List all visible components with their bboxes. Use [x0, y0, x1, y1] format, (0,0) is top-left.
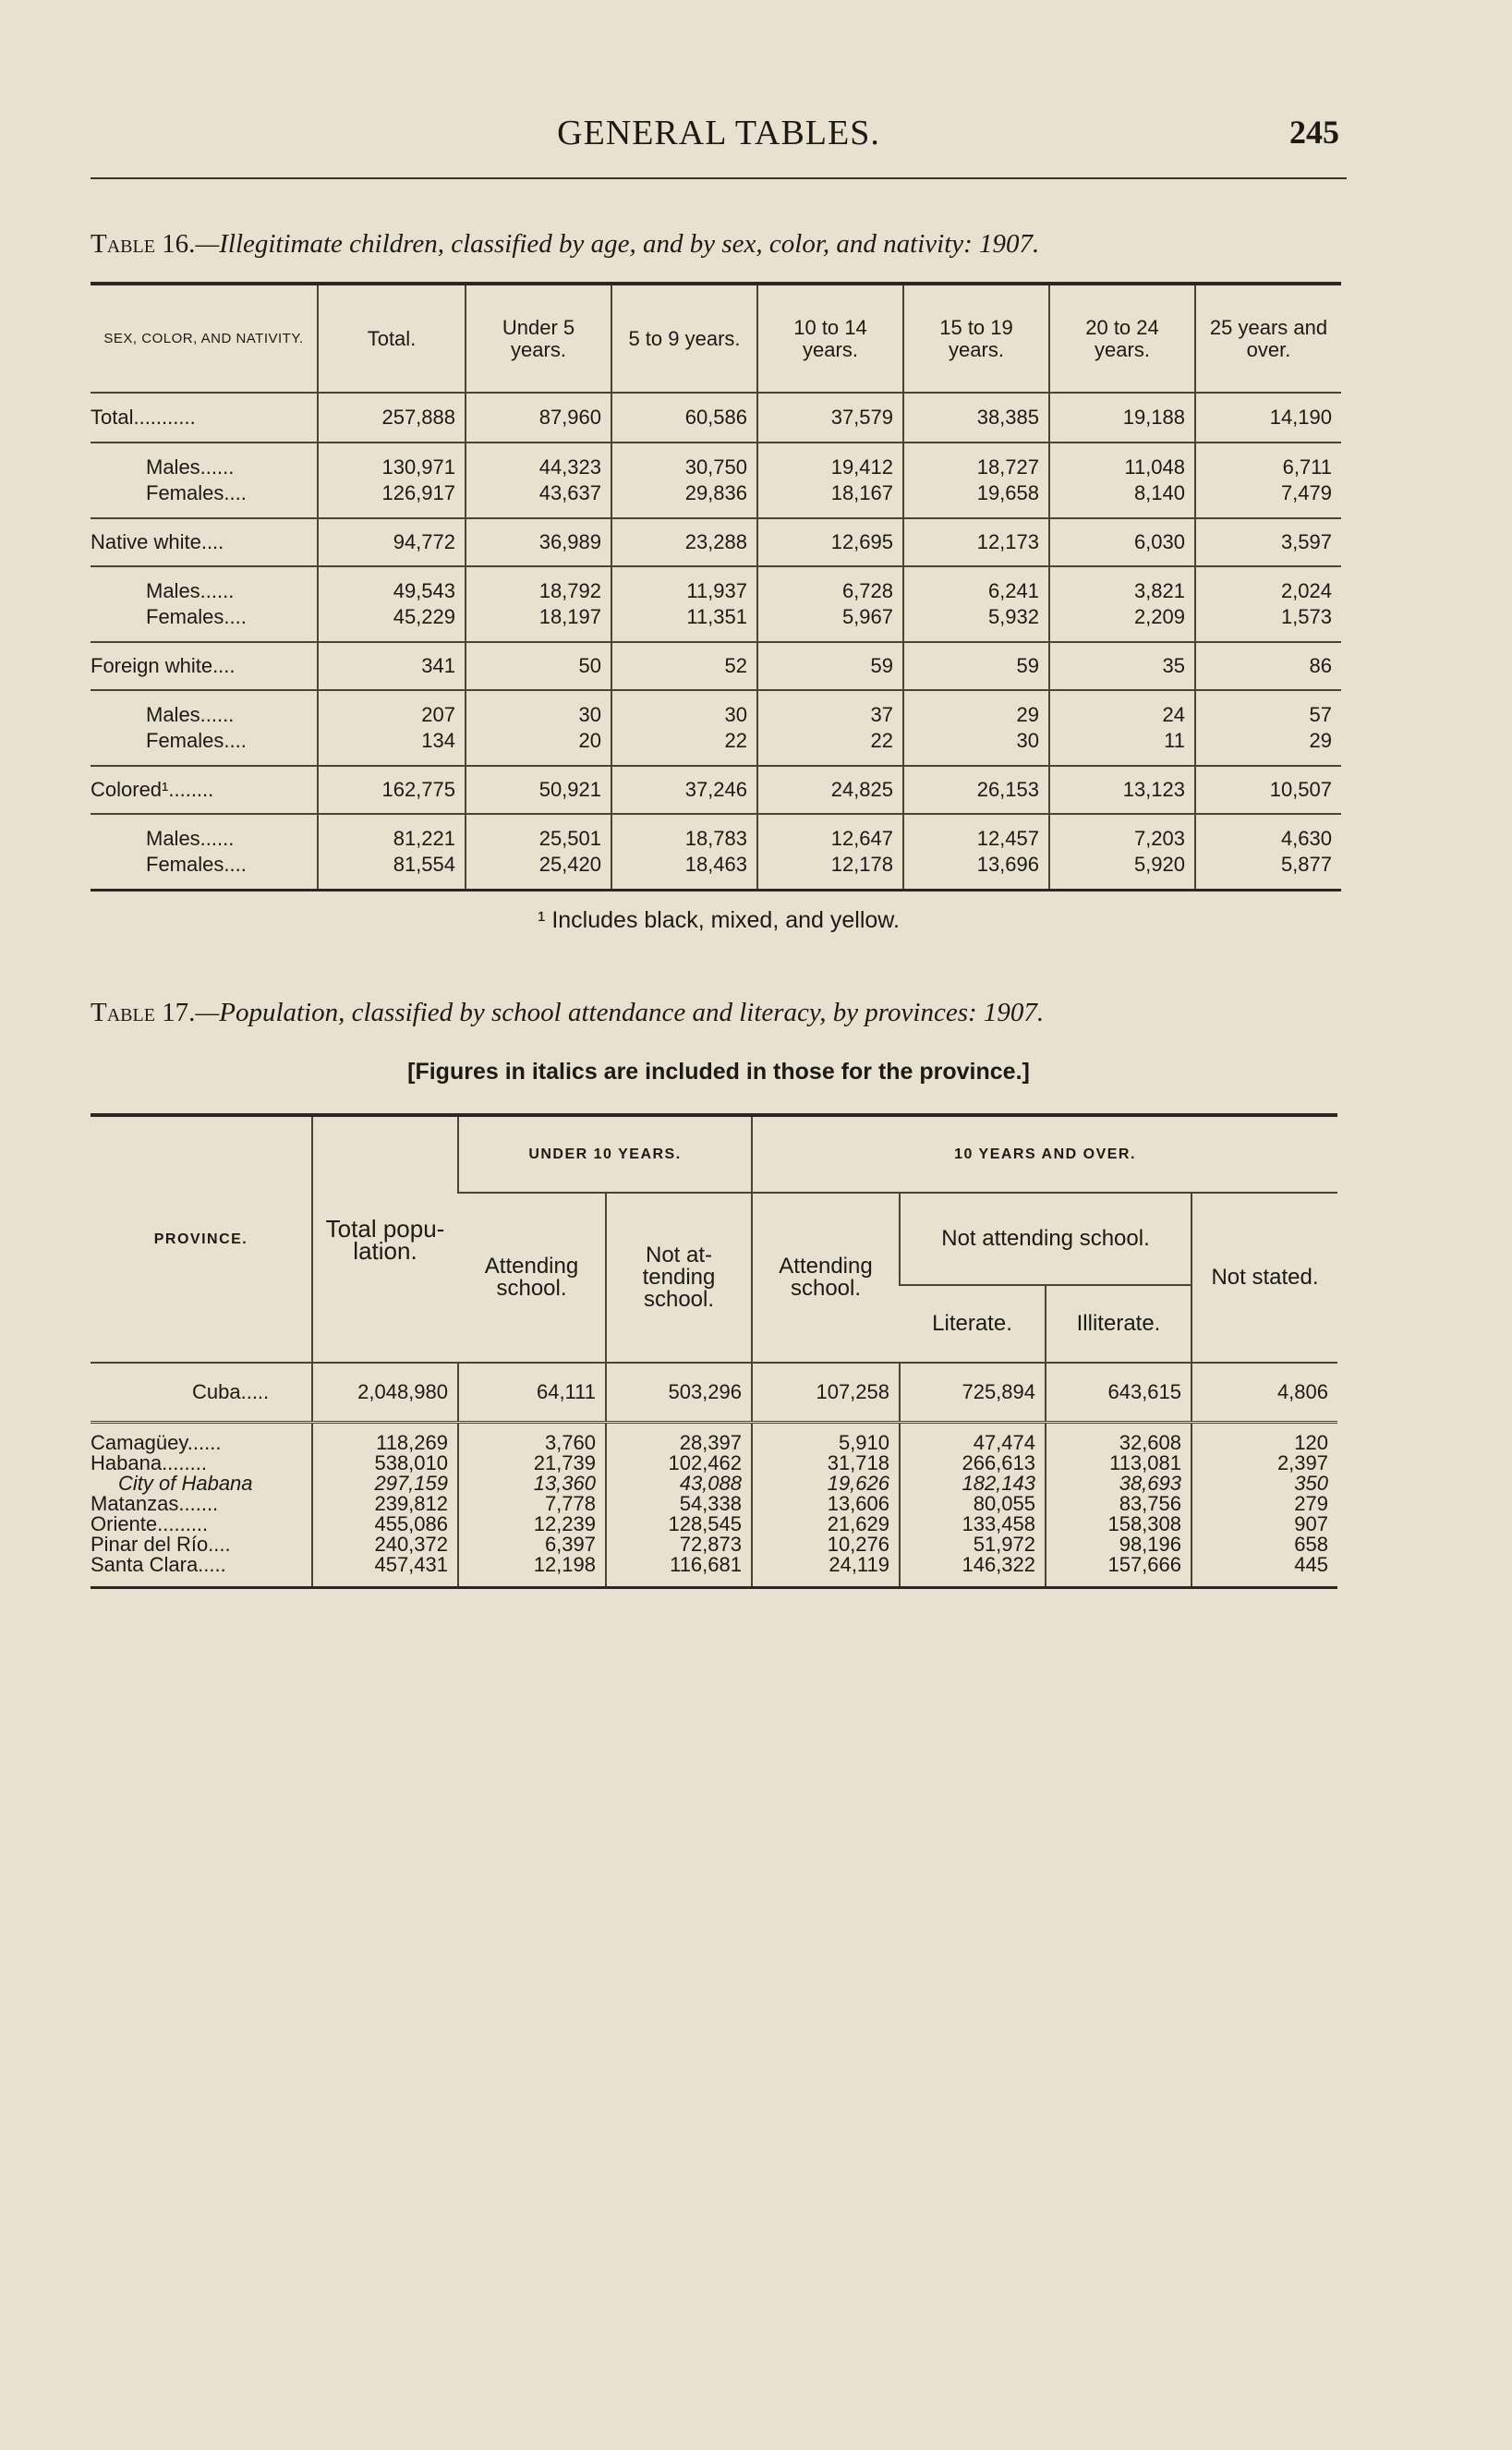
t16-cell: 29	[903, 690, 1049, 728]
table17-caption	[91, 998, 1347, 1028]
t16-cell: 5,920	[1049, 852, 1195, 891]
t17-cell: 239,812	[312, 1494, 458, 1514]
t17-cell: 266,613	[900, 1453, 1046, 1474]
t16-cell: 29	[1195, 728, 1341, 766]
t17-total-cell: 503,296	[606, 1363, 752, 1422]
t16-cell: 11,048	[1049, 443, 1195, 480]
t16-group-total-cell: 13,123	[1049, 766, 1195, 814]
t17-cell: 158,308	[1046, 1514, 1191, 1534]
t16-cell: 22	[611, 728, 757, 766]
t16-cell: 19,658	[903, 480, 1049, 518]
t16-col-under5: Under 5 years.	[466, 284, 611, 393]
t16-cell: 13,696	[903, 852, 1049, 891]
t16-cell: 18,727	[903, 443, 1049, 480]
t17-cell: 12,198	[458, 1555, 606, 1588]
t17-province-label: Oriente.........	[91, 1511, 209, 1535]
t16-group-total-cell: 59	[903, 642, 1049, 690]
t17-cell: 157,666	[1046, 1555, 1191, 1588]
t17-cell: 13,360	[458, 1474, 606, 1494]
t16-cell: 43,637	[466, 480, 611, 518]
t17-province-label: Habana........	[91, 1450, 207, 1474]
t17-cell: 32,608	[1046, 1422, 1191, 1453]
t16-cell: 5,877	[1195, 852, 1341, 891]
t16-group-total-cell: 60,586	[611, 393, 757, 443]
t16-group-label: Colored¹........	[91, 766, 318, 814]
t16-sub-label: Males......	[146, 455, 235, 479]
t16-group-row	[91, 642, 1341, 690]
t16-cell: 2,024	[1195, 566, 1341, 604]
t16-group-total-cell: 26,153	[903, 766, 1049, 814]
t16-group-total-cell: 35	[1049, 642, 1195, 690]
t16-col-5to9: 5 to 9 years.	[611, 284, 757, 393]
t17-group-over10: 10 YEARS AND OVER.	[752, 1115, 1337, 1193]
t17-province-row	[91, 1453, 1337, 1474]
t16-cell: 130,971	[318, 443, 466, 480]
t17-cell: 47,474	[900, 1422, 1046, 1453]
t16-group-total-cell: 36,989	[466, 518, 611, 566]
t16-cell: 8,140	[1049, 480, 1195, 518]
t17-col-attending-u10: Attending school.	[458, 1193, 606, 1363]
t16-group-total-cell: 3,597	[1195, 518, 1341, 566]
t16-cell: 20	[466, 728, 611, 766]
t16-sub-row	[91, 604, 1341, 642]
table16	[91, 282, 1341, 891]
t16-cell: 44,323	[466, 443, 611, 480]
t16-cell: 11,351	[611, 604, 757, 642]
t16-cell: 126,917	[318, 480, 466, 518]
t16-cell: 5,932	[903, 604, 1049, 642]
t16-col-20to24: 20 to 24 years.	[1049, 284, 1195, 393]
t16-col-10to14: 10 to 14 years.	[757, 284, 903, 393]
t16-sub-label: Females....	[146, 481, 247, 504]
t16-group-label: Native white....	[91, 518, 318, 566]
table16-caption	[91, 229, 1347, 260]
t16-sub-label: Females....	[146, 729, 247, 752]
t16-cell: 30,750	[611, 443, 757, 480]
table17-label: Table 17.	[91, 998, 196, 1027]
t17-cell: 116,681	[606, 1555, 752, 1588]
t17-cell: 240,372	[312, 1534, 458, 1555]
t16-sub-label: Males......	[146, 827, 235, 850]
t16-cell: 6,711	[1195, 443, 1341, 480]
t17-col-not-stated: Not stated.	[1191, 1193, 1337, 1363]
table16-body	[91, 393, 1341, 891]
t16-cell: 11	[1049, 728, 1195, 766]
t17-cell: 31,718	[752, 1453, 900, 1474]
t17-col-illiterate: Illiterate.	[1046, 1285, 1191, 1363]
t17-col-literate: Literate.	[900, 1285, 1046, 1363]
t16-group-label: Total...........	[91, 393, 318, 443]
t17-cell: 5,910	[752, 1422, 900, 1453]
t16-sub-row	[91, 814, 1341, 852]
t16-cell: 19,412	[757, 443, 903, 480]
t16-group-total-cell: 37,579	[757, 393, 903, 443]
t17-total-cell: 725,894	[900, 1363, 1046, 1422]
t17-cell: 2,397	[1191, 1453, 1337, 1474]
t16-group-total-cell: 10,507	[1195, 766, 1341, 814]
t17-cell: 538,010	[312, 1453, 458, 1474]
t16-cell: 12,178	[757, 852, 903, 891]
t16-cell: 12,457	[903, 814, 1049, 852]
t16-group-row	[91, 393, 1341, 443]
t17-cell: 21,629	[752, 1514, 900, 1534]
t16-group-total-cell: 38,385	[903, 393, 1049, 443]
t17-cell: 54,338	[606, 1494, 752, 1514]
t17-province-label: Santa Clara.....	[91, 1555, 312, 1588]
t17-col-province: PROVINCE.	[91, 1115, 312, 1363]
t16-group-total-cell: 50,921	[466, 766, 611, 814]
t16-group-total-cell: 37,246	[611, 766, 757, 814]
table16-footnote: ¹ Includes black, mixed, and yellow.	[538, 907, 900, 933]
t17-cell: 98,196	[1046, 1534, 1191, 1555]
t17-cell: 118,269	[312, 1422, 458, 1453]
t16-group-total-cell: 24,825	[757, 766, 903, 814]
t16-cell: 30	[903, 728, 1049, 766]
t16-sub-row	[91, 690, 1341, 728]
t17-cell: 51,972	[900, 1534, 1046, 1555]
t17-cell: 102,462	[606, 1453, 752, 1474]
t17-cell: 72,873	[606, 1534, 752, 1555]
table16-header-row	[91, 284, 1341, 393]
t16-cell: 49,543	[318, 566, 466, 604]
t17-total-cell: 2,048,980	[312, 1363, 458, 1422]
t17-cell: 13,606	[752, 1494, 900, 1514]
t16-group-total-cell: 50	[466, 642, 611, 690]
running-title: GENERAL TABLES.	[557, 114, 880, 152]
t16-group-total-cell: 341	[318, 642, 466, 690]
t16-cell: 22	[757, 728, 903, 766]
t16-cell: 18,167	[757, 480, 903, 518]
t16-sub-label: Males......	[146, 579, 235, 602]
t16-group-total-cell: 6,030	[1049, 518, 1195, 566]
t16-cell: 5,967	[757, 604, 903, 642]
t16-group-total-cell: 52	[611, 642, 757, 690]
t16-cell: 2,209	[1049, 604, 1195, 642]
t16-cell: 81,554	[318, 852, 466, 891]
t17-province-label: Matanzas.......	[91, 1491, 219, 1515]
header-rule	[91, 177, 1347, 179]
t16-sub-row	[91, 566, 1341, 604]
t16-cell: 207	[318, 690, 466, 728]
t17-cell: 3,760	[458, 1422, 606, 1453]
t16-group-row	[91, 518, 1341, 566]
t16-sub-row	[91, 480, 1341, 518]
t17-province-row	[91, 1514, 1337, 1534]
t16-sub-row	[91, 728, 1341, 766]
t16-cell: 45,229	[318, 604, 466, 642]
table16-label: Table 16.	[91, 229, 196, 259]
t16-group-row	[91, 766, 1341, 814]
t17-total-cell: 643,615	[1046, 1363, 1191, 1422]
t17-cell: 80,055	[900, 1494, 1046, 1514]
t16-col-stub: SEX, COLOR, AND NATIVITY.	[91, 284, 318, 393]
t16-sub-label: Females....	[91, 852, 318, 891]
t16-cell: 6,241	[903, 566, 1049, 604]
t17-cell: 297,159	[312, 1474, 458, 1494]
t16-sub-row	[91, 852, 1341, 891]
t17-cell: 455,086	[312, 1514, 458, 1534]
t16-group-total-cell: 14,190	[1195, 393, 1341, 443]
t17-cell: 279	[1191, 1494, 1337, 1514]
running-head	[91, 113, 1347, 157]
t17-cell: 113,081	[1046, 1453, 1191, 1474]
t16-cell: 6,728	[757, 566, 903, 604]
t16-cell: 29,836	[611, 480, 757, 518]
t16-sub-label: Males......	[146, 703, 235, 726]
t17-total-cell: 4,806	[1191, 1363, 1337, 1422]
t16-group-total-cell: 87,960	[466, 393, 611, 443]
t16-group-total-cell: 257,888	[318, 393, 466, 443]
t17-province-row	[91, 1555, 1337, 1588]
t16-cell: 25,420	[466, 852, 611, 891]
t17-cell: 350	[1191, 1474, 1337, 1494]
t17-col-attending-o10: Attending school.	[752, 1193, 900, 1363]
t16-group-total-cell: 86	[1195, 642, 1341, 690]
page-number: 245	[1289, 114, 1339, 151]
t17-total-cell: 64,111	[458, 1363, 606, 1422]
t16-cell: 81,221	[318, 814, 466, 852]
t17-cell: 24,119	[752, 1555, 900, 1588]
t16-sub-label: Females....	[146, 605, 247, 628]
t16-cell: 30	[466, 690, 611, 728]
t16-cell: 18,783	[611, 814, 757, 852]
t17-cell: 10,276	[752, 1534, 900, 1555]
t17-cell: 907	[1191, 1514, 1337, 1534]
t16-group-total-cell: 12,173	[903, 518, 1049, 566]
table17-body	[91, 1422, 1337, 1587]
t16-cell: 7,479	[1195, 480, 1341, 518]
t17-cell: 19,626	[752, 1474, 900, 1494]
t16-cell: 18,792	[466, 566, 611, 604]
t17-total-label: Cuba.....	[91, 1363, 312, 1422]
t16-col-15to19: 15 to 19 years.	[903, 284, 1049, 393]
t17-col-notattending-u10: Not at- tending school.	[606, 1193, 752, 1363]
t16-cell: 7,203	[1049, 814, 1195, 852]
t17-header-row-1	[91, 1115, 1337, 1193]
t17-province-label: Camagüey......	[91, 1430, 222, 1454]
t17-cell: 658	[1191, 1534, 1337, 1555]
t16-cell: 4,630	[1195, 814, 1341, 852]
t17-cell: 38,693	[1046, 1474, 1191, 1494]
t17-province-row	[91, 1534, 1337, 1555]
t16-cell: 12,647	[757, 814, 903, 852]
t17-cell: 7,778	[458, 1494, 606, 1514]
t17-total-row	[91, 1363, 1337, 1422]
t16-sub-row	[91, 443, 1341, 480]
t17-cell: 28,397	[606, 1422, 752, 1453]
table16-title: —Illegitimate children, classified by age, and by sex, color, and nativity: 1907.	[195, 229, 1040, 259]
t16-cell: 1,573	[1195, 604, 1341, 642]
t17-province-label: Pinar del Río....	[91, 1532, 231, 1556]
t17-cell: 43,088	[606, 1474, 752, 1494]
table17-title: —Population, classified by school attendance and literacy, by provinces: 1907.	[195, 998, 1045, 1027]
t17-cell: 457,431	[312, 1555, 458, 1588]
t16-cell: 37	[757, 690, 903, 728]
t16-cell: 11,937	[611, 566, 757, 604]
t17-cell: 182,143	[900, 1474, 1046, 1494]
t17-cell: 128,545	[606, 1514, 752, 1534]
t16-cell: 3,821	[1049, 566, 1195, 604]
t16-group-total-cell: 94,772	[318, 518, 466, 566]
table17-note: [Figures in italics are included in those for the province.]	[407, 1059, 1030, 1085]
t16-cell: 25,501	[466, 814, 611, 852]
t16-group-total-cell: 23,288	[611, 518, 757, 566]
t16-cell: 57	[1195, 690, 1341, 728]
t16-group-total-cell: 19,188	[1049, 393, 1195, 443]
t17-province-row	[91, 1422, 1337, 1453]
t16-group-total-cell: 59	[757, 642, 903, 690]
t17-cell: 6,397	[458, 1534, 606, 1555]
t17-cell: 12,239	[458, 1514, 606, 1534]
t17-cell: 120	[1191, 1422, 1337, 1453]
t17-col-total: Total popu- lation.	[312, 1115, 458, 1363]
t16-group-total-cell: 12,695	[757, 518, 903, 566]
table17	[91, 1113, 1337, 1589]
t17-province-row	[91, 1474, 1337, 1494]
t16-group-label: Foreign white....	[91, 642, 318, 690]
t16-cell: 18,463	[611, 852, 757, 891]
t17-cell: 146,322	[900, 1555, 1046, 1588]
t17-cell: 445	[1191, 1555, 1337, 1588]
t16-cell: 134	[318, 728, 466, 766]
t16-cell: 30	[611, 690, 757, 728]
t16-cell: 24	[1049, 690, 1195, 728]
t16-group-total-cell: 162,775	[318, 766, 466, 814]
t17-group-not-attending: Not attending school.	[900, 1193, 1191, 1285]
t16-col-total: Total.	[318, 284, 466, 393]
t17-total-cell: 107,258	[752, 1363, 900, 1422]
t17-province-label: City of Habana	[118, 1471, 253, 1495]
t17-cell: 21,739	[458, 1453, 606, 1474]
t17-group-under10: UNDER 10 YEARS.	[458, 1115, 752, 1193]
t17-cell: 83,756	[1046, 1494, 1191, 1514]
t17-cell: 133,458	[900, 1514, 1046, 1534]
t17-province-row	[91, 1494, 1337, 1514]
t16-col-25over: 25 years and over.	[1195, 284, 1341, 393]
t16-cell: 18,197	[466, 604, 611, 642]
